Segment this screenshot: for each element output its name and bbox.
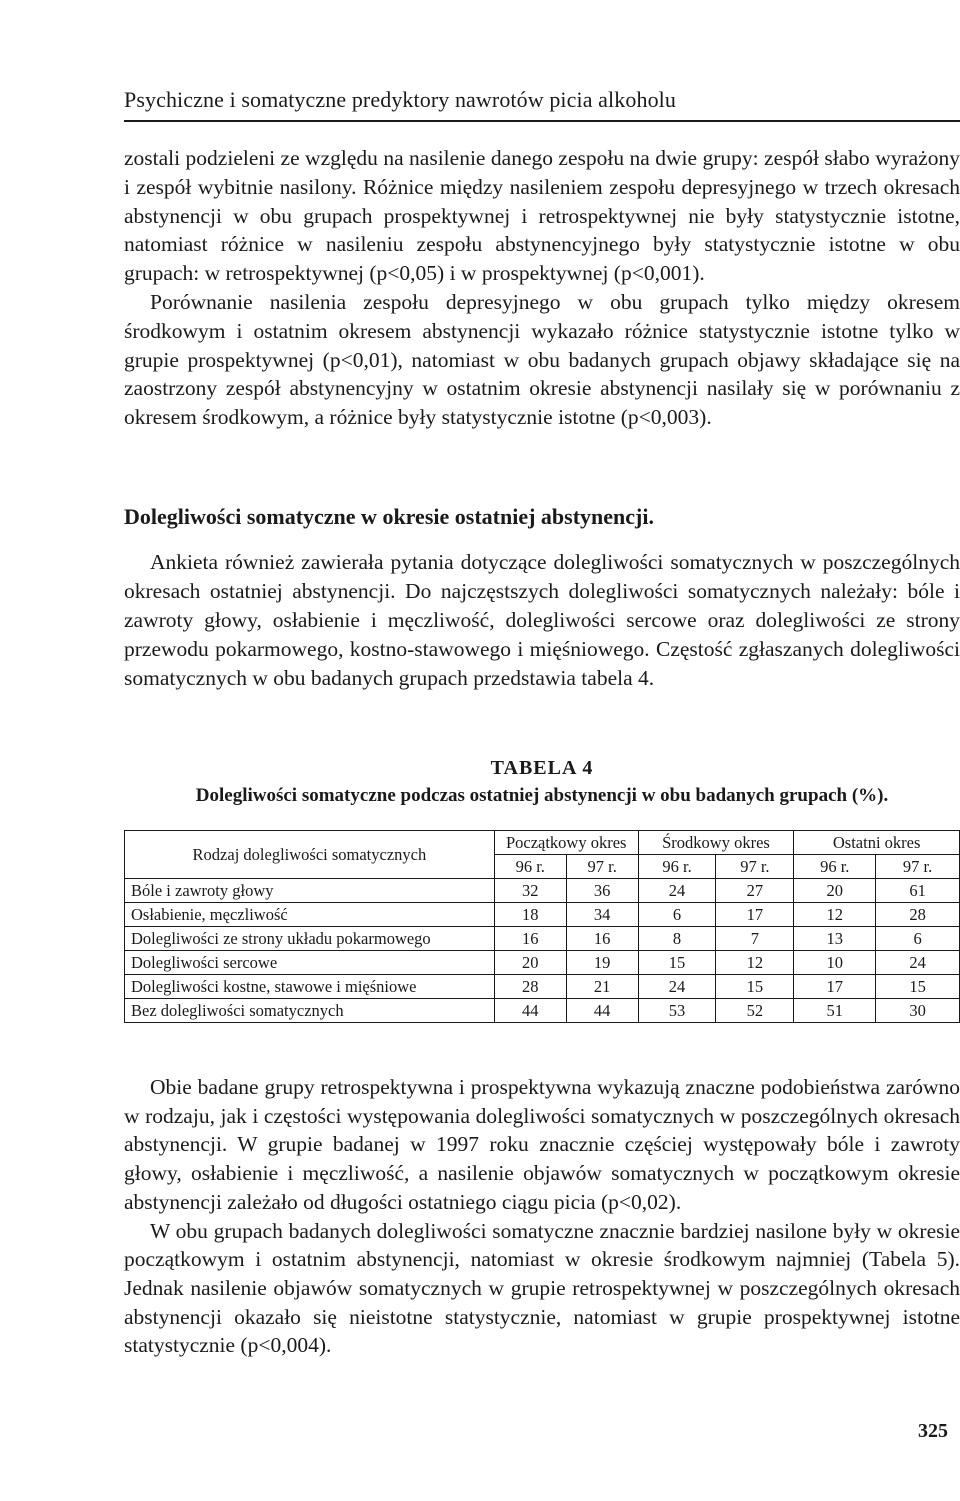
table-cell: 28 [876,903,960,927]
table-cell: 16 [494,927,566,951]
intro-text [124,144,960,432]
table-cell: 20 [794,879,876,903]
table-cell: 21 [566,975,638,999]
table-cell: 16 [566,927,638,951]
header-period-initial: Początkowy okres [494,831,638,855]
table-cell: 17 [794,975,876,999]
table-cell: 12 [716,951,794,975]
table-cell: 36 [566,879,638,903]
table-cell: 8 [638,927,716,951]
table-cell: 6 [638,903,716,927]
table-cell: 18 [494,903,566,927]
row-label: Bóle i zawroty głowy [125,879,495,903]
header-year: 96 r. [494,855,566,879]
section-body [124,548,960,693]
table-cell: 17 [716,903,794,927]
table-cell: 30 [876,999,960,1023]
table-cell: 34 [566,903,638,927]
table-cell: 52 [716,999,794,1023]
header-year: 97 r. [566,855,638,879]
row-label: Osłabienie, męczliwość [125,903,495,927]
table-cell: 7 [716,927,794,951]
table-cell: 20 [494,951,566,975]
table-row [125,927,960,951]
somatic-complaints-table [124,830,960,1023]
table-caption: Dolegliwości somatyczne podczas ostatniej abstynencji w obu badanych grupach (%). [195,785,889,806]
row-label: Dolegliwości kostne, stawowe i mięśniowe [125,975,495,999]
running-head-title: Psychiczne i somatyczne predyktory nawrotów picia alkoholu [124,87,676,112]
closing-text [124,1073,960,1360]
page-number: 325 [918,1420,948,1442]
table-cell: 24 [638,879,716,903]
table-cell: 24 [638,975,716,999]
table-cell: 61 [876,879,960,903]
table-row [125,999,960,1023]
table-cell: 10 [794,951,876,975]
table-cell: 13 [794,927,876,951]
table-cell: 15 [638,951,716,975]
table-cell: 12 [794,903,876,927]
table-cell: 44 [494,999,566,1023]
table-cell: 19 [566,951,638,975]
header-year: 96 r. [638,855,716,879]
table-header-row [125,831,960,855]
header-period-last: Ostatni okres [794,831,960,855]
header-year: 97 r. [716,855,794,879]
header-year: 96 r. [794,855,876,879]
table-row [125,903,960,927]
table-cell: 27 [716,879,794,903]
closing-paragraph-1: Obie badane grupy retrospektywna i prospektywna wykazują znaczne podobieństwa zarówno w rodzaju, jak i częstości występowania dolegliwości somatycznych w poszczególnych okresach abstynencji. W grupie badanej w 1997 roku znacznie częściej występowały bóle i zawroty głowy, osłabienie i męczliwość, a nasilenie objawów somatycznych w początkowym okresie abstynencji zależało od długości ostatniego ciągu picia (p<0,02). [124,1075,960,1214]
header-period-middle: Środkowy okres [638,831,794,855]
row-label: Dolegliwości sercowe [125,951,495,975]
table-cell: 44 [566,999,638,1023]
table-cell: 15 [716,975,794,999]
intro-paragraph-1: zostali podzieleni ze względu na nasilenie danego zespołu na dwie grupy: zespół słabo wyrażony i zespół wybitnie nasilony. Różnice między nasileniem zespołu depresyjnego w trzech okresach abstynencji w obu grupach prospektywnej i retrospektywnej nie były statystycznie istotne, natomiast różnice w nasileniu zespołu abstynencyjnego były statystycznie istotne w obu grupach: w retrospektywnej (p<0,05) i w prospektywnej (p<0,001). [124,146,960,286]
table-cell: 24 [876,951,960,975]
closing-paragraph-2: W obu grupach badanych dolegliwości somatyczne znacznie bardziej nasilone były w okresie początkowym i ostatnim abstynencji, natomiast w okresie środkowym najmniej (Tabela 5). Jednak nasilenie objawów somatycznych w grupie retrospektywnej w poszczególnych okresach abstynencji okazało się nieistotne statystycznie, natomiast w grupie prospektywnej istotne statystycznie (p<0,004). [124,1218,960,1358]
section-paragraph: Ankieta również zawierała pytania dotyczące dolegliwości somatycznych w poszczególnych okresach ostatniej abstynencji. Do najczęstszych dolegliwości somatycznych należały: bóle i zawroty głowy, osłabienie i męczliwość, dolegliwości sercowe oraz dolegliwości ze strony przewodu pokarmowego, kostno-stawowego i mięśniowego. Częstość zgłaszanych dolegliwości somatycznych w obu badanych grupach przedstawia tabela 4. [124,550,960,690]
table-cell: 28 [494,975,566,999]
table-row [125,879,960,903]
row-label: Dolegliwości ze strony układu pokarmowego [125,927,495,951]
header-rule [124,120,960,122]
intro-paragraph-2: Porównanie nasilenia zespołu depresyjnego w obu grupach tylko między okresem środkowym i ostatnim okresem abstynencji wykazało różnice statystycznie istotne tylko w grupie prospektywnej (p<0,01), natomiast w obu badanych grupach objawy składające się na zaostrzony zespół abstynencyjny w ostatnim okresie abstynencji nasilały się w porównaniu z okresem środkowym, a różnice były statystycznie istotne (p<0,003). [124,289,960,430]
section-heading: Dolegliwości somatyczne w okresie ostatniej abstynencji. [124,504,654,529]
table-corner-header: Rodzaj dolegliwości somatycznych [125,831,495,879]
table-cell: 6 [876,927,960,951]
header-year: 97 r. [876,855,960,879]
table-cell: 51 [794,999,876,1023]
table-row [125,951,960,975]
row-label: Bez dolegliwości somatycznych [125,999,495,1023]
table-row [125,975,960,999]
table-cell: 15 [876,975,960,999]
table-cell: 32 [494,879,566,903]
table-cell: 53 [638,999,716,1023]
table-label: TABELA 4 [490,757,594,779]
